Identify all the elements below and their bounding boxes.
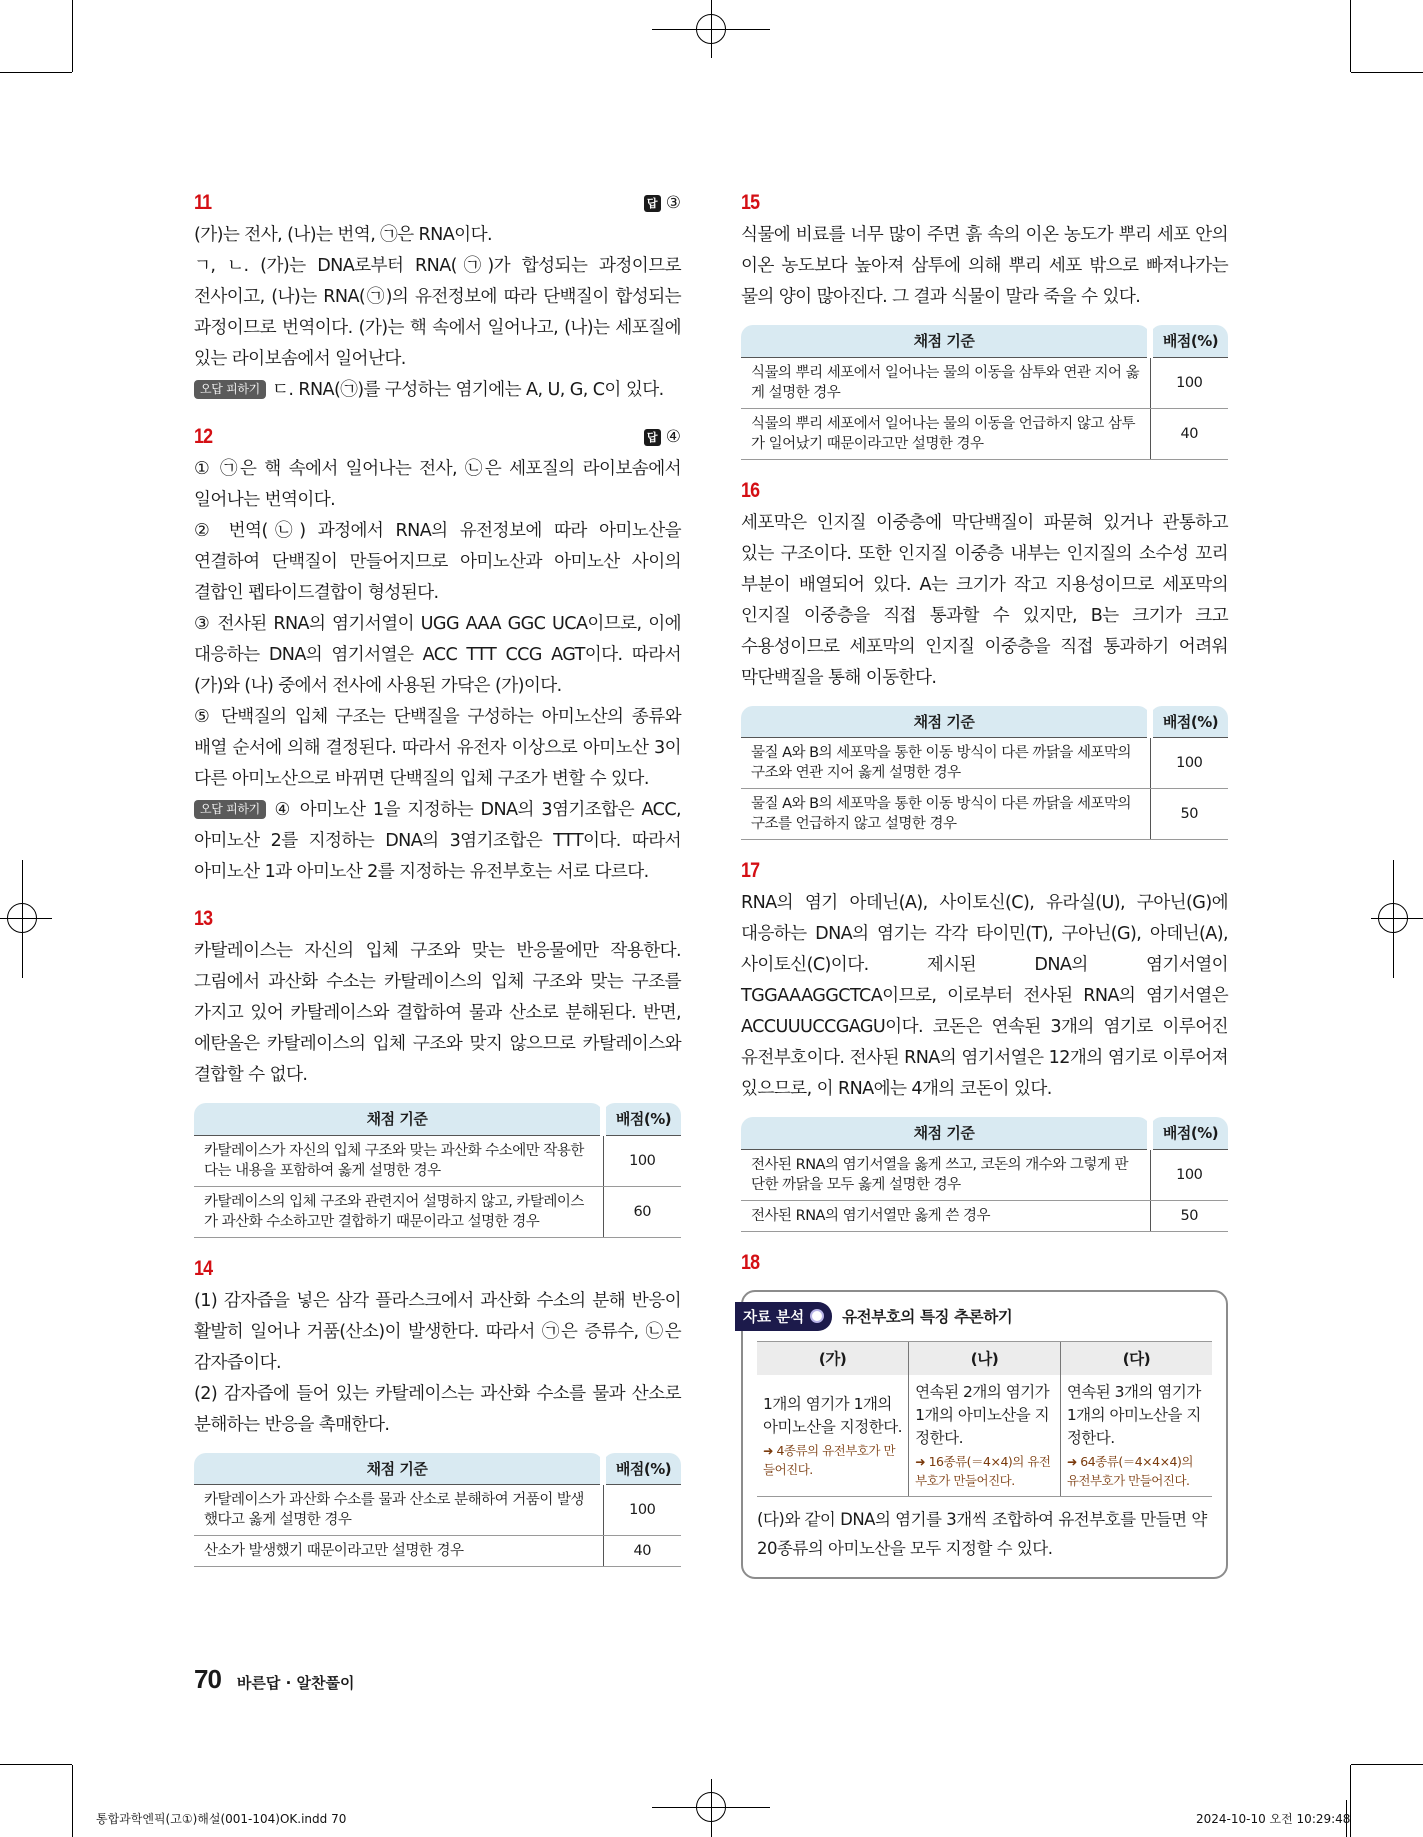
explanation-text: (1) 감자즙을 넣은 삼각 플라스크에서 과산화 수소의 분해 반응이 활발히 일어나 거품(산소)이 발생한다. 따라서 ㉠은 증류수, ㉡은 감자즙이다. [194, 1290, 681, 1373]
page-number: 70 [194, 1664, 221, 1694]
scoring-table [741, 706, 1228, 841]
criterion: 카탈레이스가 과산화 수소를 물과 산소로 분해하여 거품이 발생했다고 옳게 설명한 경우 [194, 1485, 603, 1536]
table-cell [909, 1375, 1061, 1497]
points-header: 배점(%) [1150, 1117, 1228, 1149]
scoring-table [741, 1117, 1228, 1232]
criterion: 전사된 RNA의 염기서열을 옳게 쓰고, 코돈의 개수와 그렇게 판단한 까닭을 모두 옳게 설명한 경우 [741, 1149, 1150, 1200]
question-number: 16 [741, 478, 760, 502]
question-number: 11 [194, 191, 212, 214]
criteria-header: 채점 기준 [741, 1117, 1150, 1149]
crop-mark [1351, 72, 1423, 73]
criterion: 카탈레이스의 입체 구조와 관련지어 설명하지 않고, 카탈레이스가 과산화 수소하고만 결합하기 때문이라고 설명한 경우 [194, 1186, 603, 1237]
criterion: 산소가 발생했기 때문이라고만 설명한 경우 [194, 1536, 603, 1567]
points-header: 배점(%) [603, 1103, 681, 1135]
avoid-text: ④ 아미노산 1을 지정하는 DNA의 3염기조합은 ACC, 아미노산 2를 지정하는 DNA의 3염기조합은 TTT이다. 따라서 아미노산 1과 아미노산 2를 지정하는 유전부호는 서로 다르다. [194, 800, 681, 882]
question-14 [194, 1256, 681, 1568]
criterion: 카탈레이스가 자신의 입체 구조와 맞는 과산화 수소에만 작용한다는 내용을 포함하여 옳게 설명한 경우 [194, 1135, 603, 1186]
question-17 [741, 858, 1228, 1232]
explanation-text: 세포막은 인지질 이중층에 막단백질이 파묻혀 있거나 관통하고 있는 구조이다. 또한 인지질 이중층 내부는 인지질의 소수성 꼬리 부분이 배열되어 있다. A는 크기가 작고 지용성이므로 세포막의 인지질 이중층을 직접 통과할 수 있지만, B는 크기가 크고 수용성이므로 세포막의 인지질 이중층을 직접 통과하기 어려워 막단백질을 통해 이동한다. [741, 512, 1228, 688]
table-row [741, 1200, 1228, 1231]
criterion: 물질 A와 B의 세포막을 통한 이동 방식이 다른 까닭을 세포막의 구조를 언급하지 않고 설명한 경우 [741, 789, 1150, 840]
explanation-text: 카탈레이스는 자신의 입체 구조와 맞는 반응물에만 작용한다. 그림에서 과산화 수소는 카탈레이스의 입체 구조와 맞는 구조를 가지고 있어 카탈레이스와 결합하여 물과 산소로 분해된다. 반면, 에탄올은 카탈레이스의 입체 구조와 맞지 않으므로 카탈레이스와 결합할 수 없다. [194, 941, 681, 1085]
crop-mark [72, 1765, 73, 1837]
points: 100 [1150, 738, 1228, 789]
crop-mark [1350, 0, 1351, 72]
scoring-table [194, 1453, 681, 1568]
explanation-text: RNA의 염기 아데닌(A), 사이토신(C), 유라실(U), 구아닌(G)에 대응하는 DNA의 염기는 각각 타이민(T), 구아닌(G), 아데닌(A), 사이토신(C)이다. 제시된 DNA의 염기서열이 TGGAAAGGCTCA이므로, 이로부터 전사된 RNA의 염기서열은 ACCUUUCCGAGU이다. 코돈은 연속된 3개의 염기로 이루어진 유전부호이다. 전사된 RNA의 염기서열은 12개의 염기로 이루어져 있으므로, 이 RNA에는 4개의 코돈이 있다. [741, 893, 1228, 1099]
points: 40 [1150, 408, 1228, 459]
data-analysis-box [741, 1290, 1228, 1580]
question-number: 17 [741, 859, 760, 882]
right-column [741, 190, 1228, 1579]
criteria-header: 채점 기준 [194, 1453, 603, 1485]
cell-note: ➜ 64종류(＝4×4×4)의 유전부호가 만들어진다. [1066, 1454, 1193, 1488]
cell-note: ➜ 4종류의 유전부호가 만들어진다. [763, 1442, 896, 1477]
explanation-text: (가)는 전사, (나)는 번역, ㉠은 RNA이다. [194, 225, 492, 245]
registration-mark-left-circle [7, 903, 37, 933]
points-header: 배점(%) [1150, 706, 1228, 738]
explanation-text: ㄱ, ㄴ. (가)는 DNA로부터 RNA(㉠)가 합성되는 과정이므로 전사이고, (나)는 RNA(㉠)의 유전정보에 따라 단백질이 합성되는 과정이므로 번역이다. (가)는 핵 속에서 일어나고, (나)는 세포질에 있는 라이보솜에서 일어난다. [194, 256, 681, 369]
slug-filename: 통합과학엔픽(고①)해설(001-104)OK.indd 70 [96, 1812, 347, 1826]
explanation-text: 식물에 비료를 너무 많이 주면 흙 속의 이온 농도가 뿌리 세포 안의 이온 농도보다 높아져 삼투에 의해 뿌리 세포 밖으로 빠져나가는 물의 양이 많아진다. 그 결과 식물이 말라 죽을 수 있다. [741, 225, 1228, 307]
crop-mark [0, 1764, 72, 1765]
criteria-header: 채점 기준 [194, 1103, 603, 1135]
table-cell [757, 1375, 909, 1497]
points: 100 [1150, 1149, 1228, 1200]
cell-text: 연속된 2개의 염기가 1개의 아미노산을 지정한다. [915, 1383, 1050, 1447]
explanation-text: ① ㉠은 핵 속에서 일어나는 전사, ㉡은 세포질의 라이보솜에서 일어나는 번역이다. [194, 459, 681, 510]
analysis-tag [735, 1302, 832, 1331]
slug-timestamp: 2024-10-10 오전 10:29:48 [1196, 1812, 1351, 1826]
cell-note: ➜ 16종류(＝4×4)의 유전부호가 만들어진다. [915, 1454, 1051, 1488]
cell-text: 연속된 3개의 염기가 1개의 아미노산을 지정한다. [1066, 1383, 1201, 1447]
question-13 [194, 906, 681, 1238]
criteria-header: 채점 기준 [741, 325, 1150, 357]
question-number: 13 [194, 907, 213, 930]
points: 40 [603, 1536, 681, 1567]
question-12 [194, 424, 681, 888]
question-15 [741, 190, 1228, 460]
criterion: 식물의 뿌리 세포에서 일어나는 물의 이동을 언급하지 않고 삼투가 일어났기 때문이라고만 설명한 경우 [741, 408, 1150, 459]
points: 50 [1150, 789, 1228, 840]
table-row [741, 357, 1228, 408]
registration-mark-right-circle [1378, 903, 1408, 933]
answer-badge-icon: 답 [644, 195, 661, 212]
table-cell [1060, 1375, 1212, 1497]
table-row [741, 738, 1228, 789]
answer [644, 427, 681, 447]
scoring-table [741, 325, 1228, 460]
criterion: 물질 A와 B의 세포막을 통한 이동 방식이 다른 까닭을 세포막의 구조와 연관 지어 옳게 설명한 경우 [741, 738, 1150, 789]
left-column [194, 190, 681, 1567]
table-row [194, 1536, 681, 1567]
table-row [741, 789, 1228, 840]
answer-value: ④ [665, 427, 681, 447]
points: 100 [1150, 357, 1228, 408]
analysis-tag-label: 자료 분석 [743, 1309, 805, 1326]
avoid-badge: 오답 피하기 [194, 800, 266, 819]
analysis-title: 유전부호의 특징 추론하기 [842, 1308, 1013, 1326]
answer [644, 193, 681, 213]
answer-badge-icon: 답 [644, 429, 661, 446]
explanation-text: (2) 감자즙에 들어 있는 카탈레이스는 과산화 수소를 물과 산소로 분해하는 반응을 촉매한다. [194, 1383, 681, 1435]
column-header: (나) [909, 1341, 1061, 1375]
table-row [741, 1149, 1228, 1200]
criterion: 전사된 RNA의 염기서열만 옳게 쓴 경우 [741, 1200, 1150, 1231]
criteria-header: 채점 기준 [741, 706, 1150, 738]
registration-mark-top-circle [696, 14, 726, 44]
avoid-badge: 오답 피하기 [194, 380, 266, 399]
explanation-text: ② 번역(㉡) 과정에서 RNA의 유전정보에 따라 아미노산을 연결하여 단백질이 만들어지므로 아미노산과 아미노산 사이의 결합인 펩타이드결합이 형성된다. [194, 521, 681, 603]
column-header: (다) [1060, 1341, 1212, 1375]
cell-text: 1개의 염기가 1개의 아미노산을 지정한다. [763, 1394, 903, 1436]
page-footer [194, 1664, 355, 1695]
registration-mark-bottom-circle [696, 1792, 726, 1822]
column-header: (가) [757, 1341, 909, 1375]
question-16 [741, 478, 1228, 841]
analysis-summary: (다)와 같이 DNA의 염기를 3개씩 조합하여 유전부호를 만들면 약 20종류의 아미노산을 모두 지정할 수 있다. [757, 1510, 1207, 1558]
explanation-text: ⑤ 단백질의 입체 구조는 단백질을 구성하는 아미노산의 종류와 배열 순서에 의해 결정된다. 따라서 유전자 이상으로 아미노산 3이 다른 아미노산으로 바뀌면 단백질의 입체 구조가 변할 수 있다. [194, 707, 681, 789]
genetic-code-table [757, 1341, 1212, 1498]
scoring-table [194, 1103, 681, 1238]
running-title: 바른답 · 알찬풀이 [236, 1674, 355, 1692]
avoid-wrong-answer [194, 795, 681, 888]
crop-mark [72, 0, 73, 72]
question-number: 12 [194, 425, 213, 448]
avoid-wrong-answer [194, 375, 681, 406]
answer-value: ③ [665, 193, 681, 213]
table-row [194, 1135, 681, 1186]
question-11 [194, 190, 681, 406]
question-number: 18 [741, 1250, 760, 1274]
explanation-text: ③ 전사된 RNA의 염기서열이 UGG AAA GGC UCA이므로, 이에 대응하는 DNA의 염기서열은 ACC TTT CCG AGT이다. 따라서 (가)와 (나) 중에서 전사에 사용된 가닥은 (가)이다. [194, 614, 681, 696]
points: 100 [603, 1485, 681, 1536]
table-row [741, 408, 1228, 459]
table-row [194, 1485, 681, 1536]
points-header: 배점(%) [603, 1453, 681, 1485]
question-number: 14 [194, 1256, 213, 1280]
avoid-text: ㄷ. RNA(㉠)를 구성하는 염기에는 A, U, G, C이 있다. [271, 380, 664, 400]
crop-mark [1351, 1764, 1423, 1765]
table-row [194, 1186, 681, 1237]
points: 50 [1150, 1200, 1228, 1231]
points: 60 [603, 1186, 681, 1237]
points: 100 [603, 1135, 681, 1186]
crop-mark [0, 72, 72, 73]
criterion: 식물의 뿌리 세포에서 일어나는 물의 이동을 삼투와 연관 지어 옳게 설명한 경우 [741, 357, 1150, 408]
question-number: 15 [741, 191, 760, 214]
question-18 [741, 1250, 1228, 1580]
magnifier-icon [810, 1309, 824, 1323]
points-header: 배점(%) [1150, 325, 1228, 357]
